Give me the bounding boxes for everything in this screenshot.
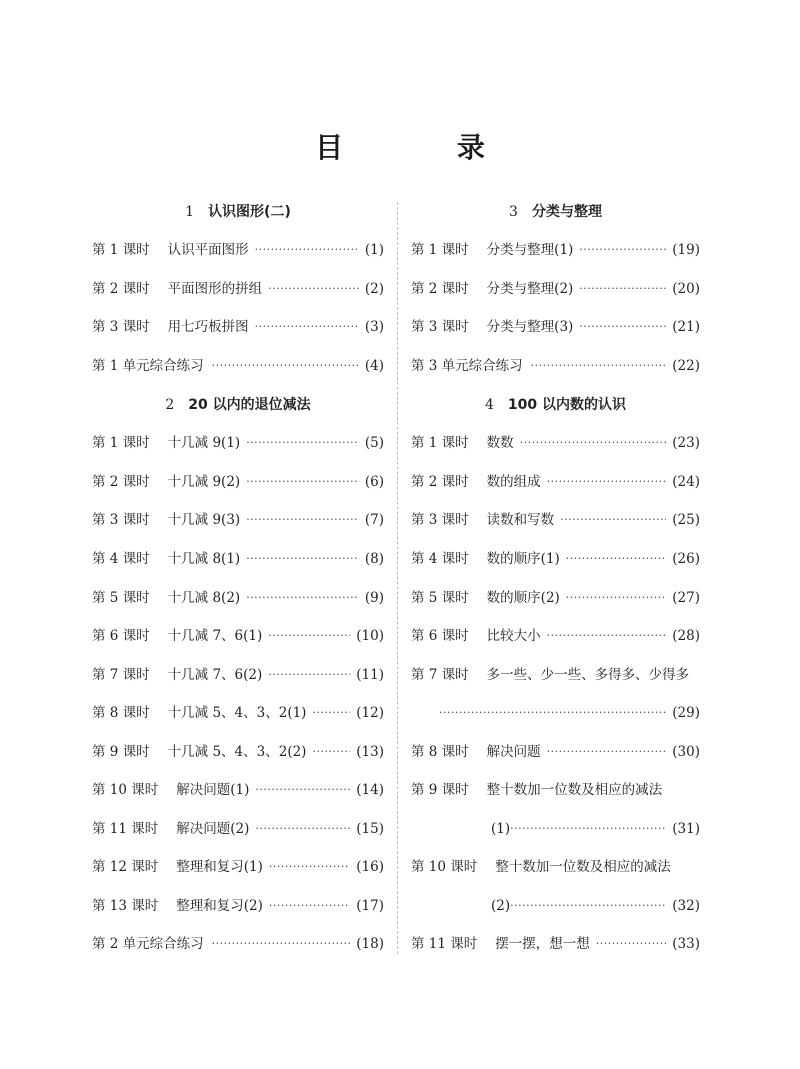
toc-entry[interactable]: 第 4 课时 数的顺序(1) ····· (26) <box>411 549 700 569</box>
toc-entry-continuation[interactable]: (1) ····· (31) <box>411 819 700 839</box>
page-number: (32) <box>672 898 700 914</box>
toc-entry[interactable]: 第 10 课时 整十数加一位数及相应的减法 <box>411 859 671 875</box>
page-number: (28) <box>672 628 700 644</box>
toc-entry[interactable]: 第 2 课时 十几减 9(2) ····· (6) <box>92 472 384 492</box>
page-number: (16) <box>356 859 384 875</box>
toc-entry[interactable]: 第 1 课时 认识平面图形 ····· (1) <box>92 240 384 260</box>
page-number: (8) <box>364 551 384 567</box>
page-number: (18) <box>356 936 384 952</box>
toc-entry[interactable]: 第 2 课时 数的组成 ····· (24) <box>411 472 700 492</box>
page-number: (20) <box>672 281 700 297</box>
toc-entry[interactable]: 第 2 课时 平面图形的拼组 ····· (2) <box>92 279 384 299</box>
page-number: (25) <box>672 512 700 528</box>
section-heading: 2 20 以内的退位减法 <box>165 397 311 413</box>
toc-entry[interactable]: 第 5 课时 十几减 8(2) ····· (9) <box>92 588 384 608</box>
page-number: (14) <box>356 782 384 798</box>
toc-entry[interactable]: 第 7 课时 多一些、少一些、多得多、少得多 <box>411 667 690 683</box>
page-number: (3) <box>364 319 384 335</box>
page-number: (33) <box>672 936 700 952</box>
page-number: (1) <box>364 242 384 258</box>
toc-entry[interactable]: 第 10 课时 解决问题(1) ····· (14) <box>92 780 384 800</box>
page-number: (21) <box>672 319 700 335</box>
page-number: (27) <box>672 590 700 606</box>
page-number: (11) <box>356 667 384 683</box>
section-heading: 1 认识图形(二) <box>185 204 291 220</box>
column-divider <box>397 202 398 954</box>
toc-entry[interactable]: 第 5 课时 数的顺序(2) ····· (27) <box>411 588 700 608</box>
section-heading: 4 100 以内数的认识 <box>484 397 627 413</box>
page-number: (17) <box>356 898 384 914</box>
toc-entry[interactable]: 第 2 课时 分类与整理(2) ····· (20) <box>411 279 700 299</box>
toc-entry[interactable]: 第 3 课时 读数和写数 ····· (25) <box>411 510 700 530</box>
toc-entry[interactable]: 第 6 课时 十几减 7、6(1) ····· (10) <box>92 626 384 646</box>
page-number: (9) <box>364 590 384 606</box>
page-number: (6) <box>364 474 384 490</box>
toc-entry[interactable]: 第 1 课时 数数 ····· (23) <box>411 433 700 453</box>
page-number: (31) <box>672 821 700 837</box>
toc-entry[interactable]: 第 3 课时 用七巧板拼图 ····· (3) <box>92 317 384 337</box>
toc-entry[interactable]: 第 7 课时 十几减 7、6(2) ····· (11) <box>92 665 384 685</box>
toc-entry[interactable]: 第 1 课时 分类与整理(1) ····· (19) <box>411 240 700 260</box>
toc-entry[interactable]: 第 1 单元综合练习 ····· (4) <box>92 356 384 376</box>
page-number: (26) <box>672 551 700 567</box>
page-number: (12) <box>356 705 384 721</box>
toc-entry[interactable]: 第 8 课时 十几减 5、4、3、2(1) ····· (12) <box>92 703 384 723</box>
toc-entry[interactable]: 第 11 课时 解决问题(2) ····· (15) <box>92 819 384 839</box>
toc-entry[interactable]: 第 4 课时 十几减 8(1) ····· (8) <box>92 549 384 569</box>
toc-entry[interactable]: 第 3 单元综合练习 ····· (22) <box>411 356 700 376</box>
toc-entry[interactable]: 第 6 课时 比较大小 ····· (28) <box>411 626 700 646</box>
page-number: (7) <box>364 512 384 528</box>
page-number: (24) <box>672 474 700 490</box>
page-number: (2) <box>364 281 384 297</box>
page-title: 目 录 <box>315 131 537 164</box>
toc-entry[interactable]: 第 12 课时 整理和复习(1) ····· (16) <box>92 857 384 877</box>
page-number: (19) <box>672 242 700 258</box>
page-number: (30) <box>672 744 700 760</box>
toc-entry-continuation[interactable]: (2) ····· (32) <box>411 896 700 916</box>
page-number: (5) <box>364 435 384 451</box>
page-number: (10) <box>356 628 384 644</box>
toc-entry[interactable]: 第 2 单元综合练习 ····· (18) <box>92 934 384 954</box>
toc-entry[interactable]: 第 13 课时 整理和复习(2) ····· (17) <box>92 896 384 916</box>
toc-entry[interactable]: 第 9 课时 整十数加一位数及相应的减法 <box>411 782 663 798</box>
page-number: (13) <box>356 744 384 760</box>
toc-entry-continuation[interactable] <box>411 703 700 723</box>
toc-entry[interactable]: 第 9 课时 十几减 5、4、3、2(2) ····· (13) <box>92 742 384 762</box>
toc-entry[interactable]: 第 3 课时 分类与整理(3) ····· (21) <box>411 317 700 337</box>
toc-entry[interactable]: 第 8 课时 解决问题 ····· (30) <box>411 742 700 762</box>
toc-entry[interactable]: 第 3 课时 十几减 9(3) ····· (7) <box>92 510 384 530</box>
page-number: (29) <box>672 705 700 721</box>
page-number: (4) <box>364 358 384 374</box>
page-number: (23) <box>672 435 700 451</box>
page-number: (22) <box>672 358 700 374</box>
toc-entry[interactable]: 第 11 课时 摆一摆，想一想 ····· (33) <box>411 934 700 954</box>
toc-entry[interactable]: 第 1 课时 十几减 9(1) ····· (5) <box>92 433 384 453</box>
page-number: (15) <box>356 821 384 837</box>
section-heading: 3 分类与整理 <box>509 204 602 220</box>
